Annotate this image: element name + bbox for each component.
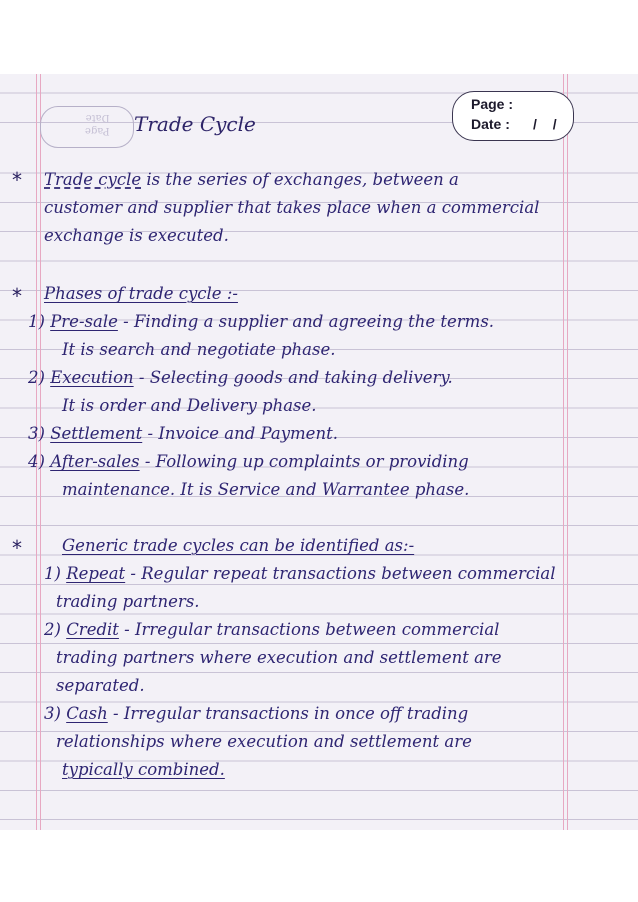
generic-item-repeat (44, 564, 556, 584)
generic-credit-line-2: trading partners where execution and settlement are (56, 648, 502, 667)
phase-number: 3) (28, 424, 45, 443)
generic-credit-line-3: separated. (56, 676, 145, 695)
phase-item-after-sales (28, 452, 469, 472)
phase-text: Following up complaints or providing (155, 452, 469, 471)
generic-repeat-line-2: trading partners. (56, 592, 200, 611)
generic-cash-line-2: relationships where execution and settlement are (56, 732, 472, 751)
bullet-star: * (12, 284, 22, 308)
phase-name: Pre-sale (50, 312, 118, 331)
phase-item-execution (28, 368, 453, 388)
phase-number: 2) (28, 368, 45, 387)
generic-text: Irregular transactions in once off trading (123, 704, 469, 723)
phase-name: Settlement (50, 424, 143, 443)
generic-separator: - (118, 620, 136, 639)
phase-name: Execution (50, 368, 134, 387)
phase-separator: - (133, 368, 150, 387)
generic-name: Repeat (66, 564, 126, 583)
generic-item-credit (44, 620, 499, 640)
right-margin-line-outer (567, 74, 568, 830)
mirrored-date-label: Date (85, 112, 110, 123)
definition-line-2: customer and supplier that takes place when a commercial (44, 198, 540, 217)
phase-text: Finding a supplier and agreeing the terms. (133, 312, 495, 331)
generic-name: Credit (66, 620, 119, 639)
generic-number: 2) (44, 620, 61, 639)
phase-note-pre-sale: It is search and negotiate phase. (62, 340, 336, 359)
definition-line-3: exchange is executed. (44, 226, 229, 245)
generic-separator: - (125, 564, 142, 583)
generic-heading: Generic trade cycles can be identified as:- (62, 536, 415, 555)
phases-heading: Phases of trade cycle :- (44, 284, 238, 303)
definition-term: Trade cycle (44, 170, 142, 189)
phase-text: Selecting goods and taking delivery. (149, 368, 453, 387)
generic-number: 3) (44, 704, 61, 723)
page-date-stamp (452, 91, 574, 141)
definition-line-1-text: is the series of exchanges, between a (141, 170, 459, 189)
phase-text: Invoice and Payment. (158, 424, 338, 443)
bullet-star: * (12, 536, 22, 560)
bullet-star: * (12, 168, 22, 192)
generic-number: 1) (44, 564, 61, 583)
mirrored-page-date-stamp (40, 106, 134, 148)
generic-name: Cash (66, 704, 108, 723)
phase-note-execution: It is order and Delivery phase. (62, 396, 317, 415)
definition-line-1 (44, 170, 459, 190)
mirrored-page-label: Page (85, 125, 110, 136)
right-margin-line (563, 74, 564, 830)
generic-item-cash (44, 704, 468, 724)
phase-number: 4) (28, 452, 45, 471)
phase-item-pre-sale (28, 312, 494, 332)
page-title: Trade Cycle (134, 112, 256, 136)
mirrored-stamp-text (85, 111, 110, 137)
phase-number: 1) (28, 312, 45, 331)
generic-text: Irregular transactions between commercial (135, 620, 500, 639)
phase-separator: - (142, 424, 159, 443)
date-slashes: / / (533, 116, 563, 132)
phase-item-settlement (28, 424, 338, 444)
page-label: Page : (471, 96, 514, 112)
generic-separator: - (107, 704, 124, 723)
phase-separator: - (117, 312, 134, 331)
phase-name: After-sales (50, 452, 140, 471)
date-label: Date : (471, 116, 510, 132)
phase-note-after-sales: maintenance. It is Service and Warrantee phase. (62, 480, 470, 499)
phase-separator: - (139, 452, 156, 471)
generic-text: Regular repeat transactions between commercial (141, 564, 556, 583)
generic-cash-line-3: typically combined. (62, 760, 225, 779)
